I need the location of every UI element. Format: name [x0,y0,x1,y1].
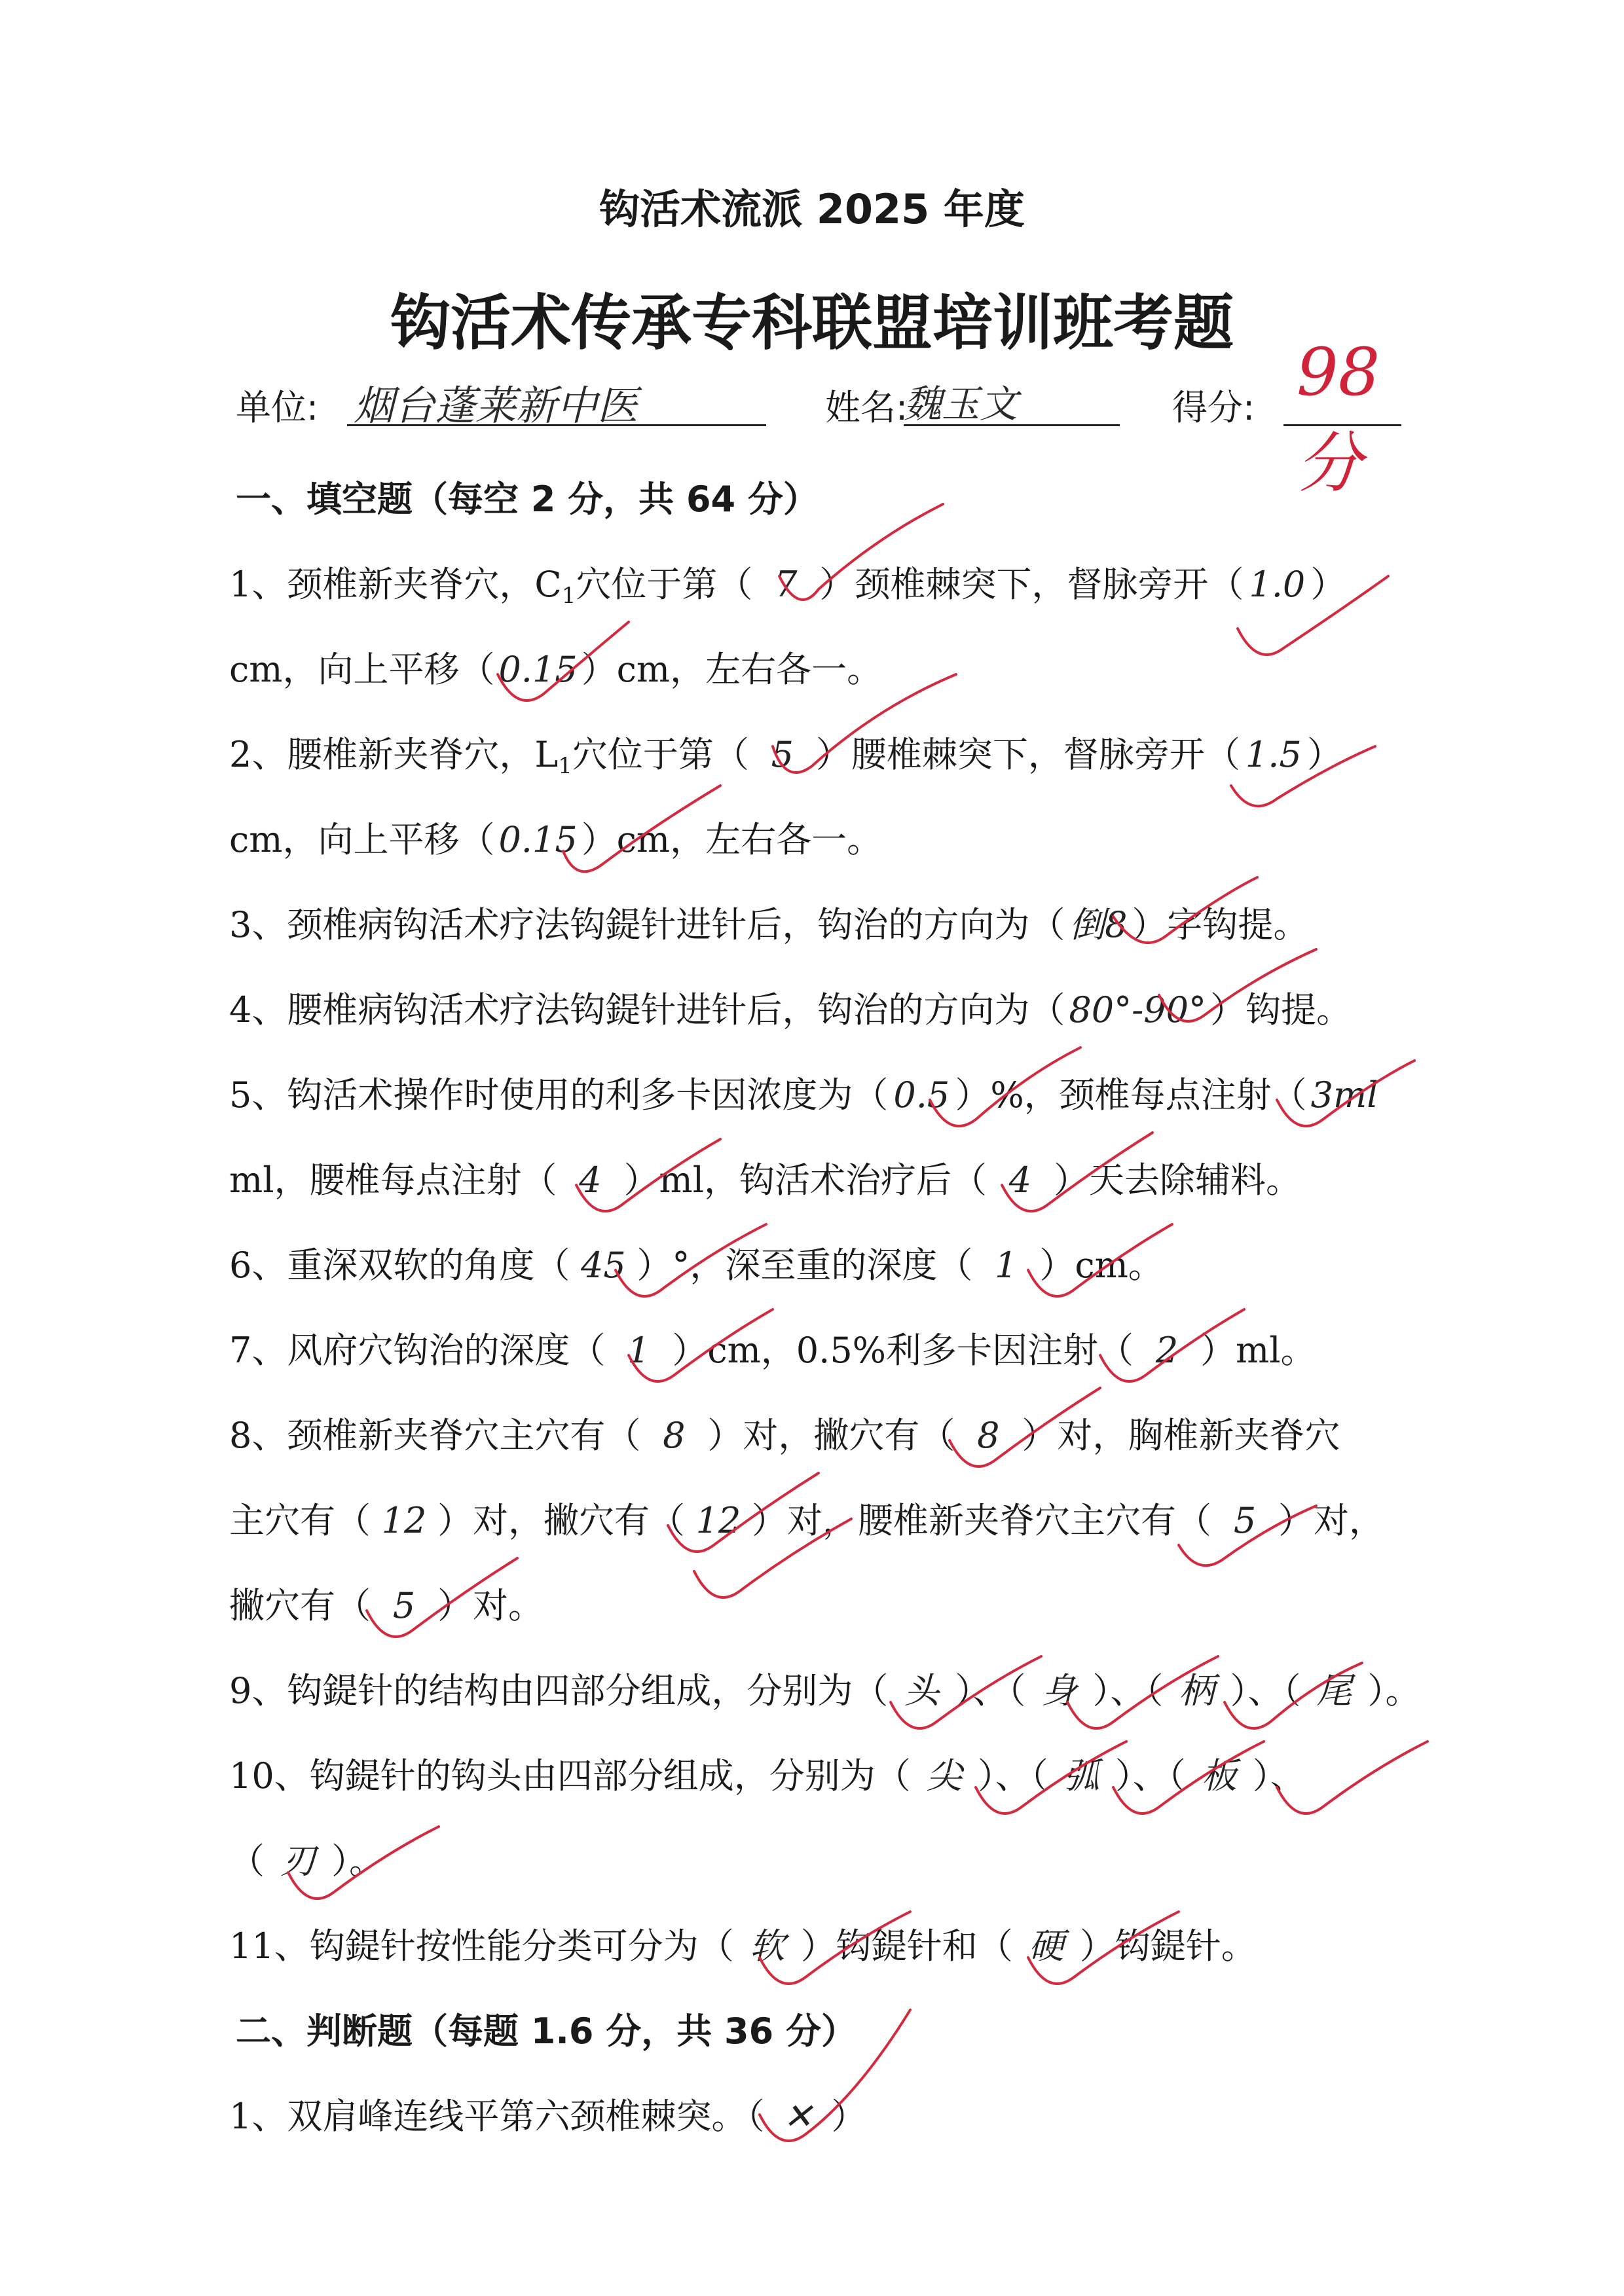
section-true-false-title: 二、判断题（每题 1.6 分，共 36 分） [236,2011,857,2052]
question-4: 4、腰椎病钩活术疗法钩鍉针进针后，钩治的方向为（ 80°-90° ）钩提。 [229,989,1352,1030]
score-value: 98分 [1297,334,1380,501]
answer: 0.5 [893,1074,950,1116]
answer: 1.0 [1249,564,1306,605]
answer: 5 [771,734,794,775]
section-fill-blank-title: 一、填空题（每空 2 分，共 64 分） [236,479,819,520]
answer: 倒8 [1069,904,1128,945]
answer: 12 [695,1500,741,1541]
answer: 尾 [1316,1670,1352,1711]
answer: 柄 [1179,1670,1215,1711]
answer: 8 [663,1415,686,1456]
answer: 尖 [926,1755,962,1796]
exam-header-year: 钩活术流派 2025 年度 [599,185,1025,233]
answer: 0.15 [498,819,578,860]
question-7: 7、风府穴钩治的深度（ 1 ）cm，0.5%利多卡因注射（ 2 ）ml。 [229,1330,1316,1371]
answer: 2 [1155,1330,1179,1371]
unit-label: 单位: [236,387,319,428]
question-9: 9、钩鍉针的结构由四部分组成，分别为（ 头 ）、（ 身 ）、（ 柄 ）、（ 尾 ）。 [229,1663,1420,1713]
score-underline [1283,424,1401,426]
answer: 7 [775,564,798,605]
answer: 8 [977,1415,1000,1456]
answer: 软 [749,1925,785,1967]
question-10-line1: 10、钩鍉针的钩头由四部分组成，分别为（ 尖 ）、（ 弧 ）、（ 板 ）、 [229,1748,1306,1798]
answer: 12 [381,1500,427,1541]
answer: 3ml [1310,1074,1378,1116]
answer: 80°-90° [1069,989,1207,1030]
answer: 板 [1201,1755,1237,1796]
answer: 4 [579,1159,602,1201]
answer: 1.5 [1245,734,1302,775]
question-10-line2: （ 刃 ）。 [229,1833,384,1884]
answer: 5 [1233,1500,1257,1541]
question-8-line2: 主穴有（ 12 ）对，撇穴有（ 12 ）对，腰椎新夹脊穴主穴有（ 5 ）对， [229,1500,1384,1541]
answer: 头 [904,1670,940,1711]
question-5-line2: ml，腰椎每点注射（ 4 ）ml，钩活术治疗后（ 4 ）天去除辅料。 [229,1159,1301,1201]
question-1-line1: 1、颈椎新夹脊穴，$C_1$穴位于第（ 7 ）颈椎棘突下，督脉旁开（ 1.0 ） [229,564,1346,609]
question-2-line2: cm，向上平移（ 0.15 ）cm，左右各一。 [229,819,883,860]
answer: 45 [581,1245,626,1286]
name-label: 姓名: [825,387,908,428]
question-1-line2: cm，向上平移（ 0.15 ）cm，左右各一。 [229,649,883,690]
answer: 刃 [280,1840,316,1882]
name-value: 魏玉文 [904,382,1018,426]
question-11: 11、钩鍉针按性能分类可分为（ 软 ）钩鍉针和（ 硬 ）钩鍉针。 [229,1918,1257,1969]
question-8-line1: 8、颈椎新夹脊穴主穴有（ 8 ）对，撇穴有（ 8 ）对，胸椎新夹脊穴 [229,1415,1340,1456]
question-5-line1: 5、钩活术操作时使用的利多卡因浓度为（ 0.5 ）%，颈椎每点注射（ 3ml [229,1067,1382,1118]
question-3: 3、颈椎病钩活术疗法钩鍉针进针后，钩治的方向为（ 倒8 ）字钩提。 [229,897,1308,947]
exam-title: 钩活术传承专科联盟培训班考题 [390,288,1234,358]
answer: 1 [995,1245,1018,1286]
question-8-line3: 撇穴有（ 5 ）对。 [229,1585,544,1626]
unit-underline [347,424,766,426]
answer: 身 [1041,1670,1077,1711]
answer: 1 [627,1330,650,1371]
unit-value: 烟台蓬莱新中医 [354,382,638,429]
answer: 0.15 [498,649,578,690]
judgement-question-1: 1、双肩峰连线平第六颈椎棘突。（ ✕ ） [229,2096,867,2137]
question-6: 6、重深双软的角度（ 45 ）°，深至重的深度（ 1 ）cm。 [229,1245,1164,1286]
question-2-line1: 2、腰椎新夹脊穴，$L_1$穴位于第（ 5 ）腰椎棘突下，督脉旁开（ 1.5 ） [229,734,1342,779]
answer: 硬 [1028,1925,1064,1967]
answer: 5 [392,1585,416,1626]
answer: 4 [1008,1159,1032,1201]
score-label: 得分: [1172,387,1255,428]
answer: ✕ [783,2096,813,2137]
answer: 弧 [1063,1755,1099,1796]
name-underline [904,424,1120,426]
